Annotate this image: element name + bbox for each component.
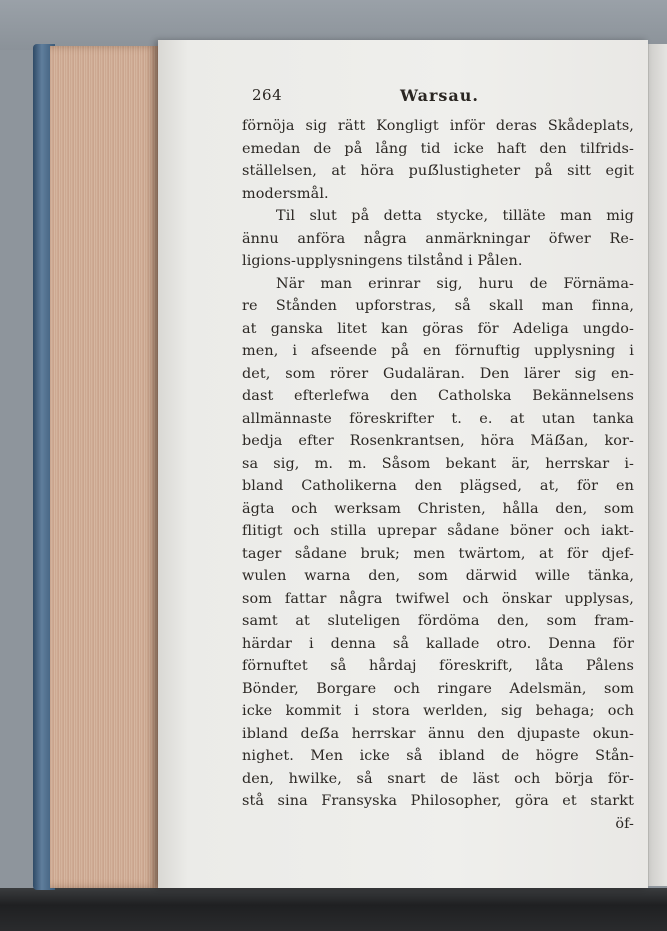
body-text <box>242 115 634 835</box>
text-line: förnuftet så hårdaj föreskrift, låta Pålens <box>242 658 634 674</box>
text-line: tager sådane bruk; men twärtom, at för djef- <box>242 545 634 562</box>
text-line: den, hwilke, så snart de läst och börja för- <box>242 770 634 787</box>
text-line: nighet. Men icke så ibland de högre Stån- <box>242 748 634 764</box>
catchword: öf- <box>615 815 634 832</box>
page-header <box>252 86 644 110</box>
text-line: wulen warna den, som därwid wille tänka, <box>242 568 634 584</box>
text-line: bedja efter Rosenkrantsen, höra Mäẞan, kor- <box>242 433 634 449</box>
text-line: icke kommit i stora werlden, sig behaga; och <box>242 703 634 719</box>
text-line: ägta och werksam Christen, hålla den, som <box>242 500 634 517</box>
text-line: ännu anföra några anmärkningar öfwer Re- <box>242 230 634 247</box>
text-line: at ganska litet kan göras för Adeliga ungdo- <box>242 320 634 337</box>
text-line: härdar i denna så kallade otro. Denna för <box>242 635 634 652</box>
text-line: som fattar några twifwel och önskar upplysas, <box>242 590 634 607</box>
text-line: När man erinrar sig, huru de Förnäma- <box>276 275 634 292</box>
text-line: stå sina Fransyska Philosopher, göra et starkt <box>242 793 634 809</box>
text-line: samt at sluteligen fördöma den, som fram- <box>242 613 634 629</box>
book-page-edges <box>50 46 158 888</box>
text-line: men, i afseende på en förnuftig upplysning i <box>242 343 634 359</box>
text-line: modersmål. <box>242 185 329 202</box>
text-line: flitigt och stilla uprepar sådane böner och iakt- <box>242 523 634 539</box>
text-line: ligions-upplysningens tilstånd i Pålen. <box>242 253 523 269</box>
text-line: ibland deẞa herrskar ännu den djupaste okun- <box>242 725 634 742</box>
running-head: Warsau. <box>400 86 479 105</box>
text-line: re Stånden upforstras, så skall man finna, <box>242 298 634 314</box>
text-line: Bönder, Borgare och ringare Adelsmän, som <box>242 680 634 697</box>
text-line: sa sig, m. m. Såsom bekant är, herrskar i- <box>242 455 634 472</box>
text-line: Til slut på detta stycke, tilläte man mig <box>276 208 634 224</box>
page-number: 264 <box>252 86 283 104</box>
text-line: förnöja sig rätt Kongligt inför deras Skådeplats, <box>242 118 634 134</box>
background-bottom <box>0 888 667 931</box>
text-line: det, som rörer Gudaläran. Den lärer sig en- <box>242 365 634 382</box>
text-line: allmännaste föreskrifter t. e. at utan tanka <box>242 410 634 427</box>
text-line: dast efterlefwa den Catholska Bekännelsens <box>242 388 634 404</box>
text-line: emedan de på lång tid icke haft den tilfrids- <box>242 140 634 157</box>
text-line: bland Catholikerna den plägsed, at, för en <box>242 478 634 494</box>
facing-page-edge <box>648 44 667 886</box>
text-line: ställelsen, at höra puẞlustigheter på sitt egit <box>242 163 634 179</box>
